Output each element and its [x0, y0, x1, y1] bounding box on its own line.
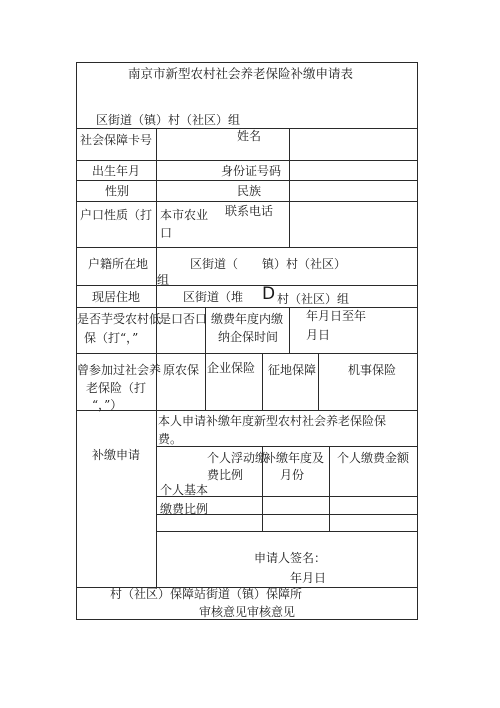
col-middle-a: [289, 128, 290, 247]
float-ratio-2: 费比例: [207, 468, 244, 482]
footer-line-2: 审核意见审核意见: [199, 605, 296, 619]
hukou-type-value-2: 口: [160, 226, 173, 240]
prior-opt-3: 征地保障: [268, 363, 317, 377]
amount-label: 个人缴费金额: [337, 451, 410, 465]
address-line: 区街道（镇）村（社区）组: [96, 113, 241, 127]
rule-lowincome: [76, 353, 418, 354]
col-middle-c: [289, 307, 290, 353]
rule-hukou-type: [76, 247, 418, 248]
lowincome-label-1: 是否芋受农村低: [77, 312, 162, 326]
hukou-loc-value-1: 区街道（: [190, 257, 239, 271]
float-ratio-1: 个人浮动缴: [207, 451, 268, 465]
sign-date: 年月日: [290, 571, 327, 585]
applicant-sign: 申请人签名：: [254, 551, 327, 565]
period-value-2: 月日: [306, 328, 331, 342]
col-label: [156, 128, 157, 587]
rule-card: [76, 160, 418, 161]
prior-opt-2: 企业保险: [207, 361, 256, 375]
form-title: 南京市新型农村社会养老保险补缴申请表: [128, 66, 354, 81]
col-prior-3: [318, 353, 319, 410]
rule-supp-cells-3: [156, 531, 418, 532]
period-value-1: 年月日至年: [306, 309, 367, 323]
name-label: 姓名: [237, 129, 262, 143]
prior-label-1: 曾参加过社会养: [77, 363, 162, 377]
id-label: 身份证号码: [221, 164, 282, 178]
rule-birth: [76, 180, 418, 181]
residence-mark: D: [262, 284, 276, 304]
prior-opt-4: 机事保险: [348, 363, 397, 377]
year-month-2: 月份: [280, 468, 305, 482]
year-month-1: 补缴年度及: [264, 451, 325, 465]
residence-value-1: 区街道（堆: [183, 290, 244, 304]
rule-residence: [76, 307, 418, 308]
rule-prior: [76, 410, 418, 411]
lowincome-value: 是口否口: [159, 312, 208, 326]
prior-label-2: 老保险（打: [86, 381, 147, 395]
enterprise-period-2: 纳企保时间: [218, 330, 279, 344]
hukou-type-label: 户口性质（打: [80, 208, 153, 222]
hukou-loc-value-2: 镇）村（社区）: [262, 257, 347, 271]
hukou-loc-value-3: 组: [157, 273, 170, 287]
rule-gender: [76, 201, 418, 202]
residence-value-2: 村（社区）组: [277, 292, 350, 306]
phone-label: 联系电话: [225, 204, 274, 218]
rule-hukou-loc: [76, 285, 418, 286]
hukou-type-value-1: 本市农业: [160, 208, 209, 222]
base-ratio-1: 个人基本: [160, 483, 209, 497]
col-prior-2: [262, 353, 263, 410]
lowincome-label-2: 保（打“，”: [84, 331, 139, 345]
col-prior-1: [205, 353, 206, 410]
base-ratio-2: 缴费比例: [160, 502, 209, 516]
footer-line-1: 村（社区）保障站街道（镇）保障所: [110, 587, 303, 601]
prior-label-3: “，”）: [92, 398, 123, 412]
supp-text-2: 费。: [158, 432, 183, 446]
enterprise-period-1: 缴费年度内缴: [211, 312, 284, 326]
supp-text-1: 本人申请补缴年度新型农村社会养老保险保: [158, 414, 387, 428]
prior-opt-1: 原农保: [163, 363, 200, 377]
gender-label: 性别: [105, 184, 130, 198]
col-supp-2: [329, 446, 330, 531]
ethnicity-label: 民族: [237, 184, 262, 198]
birth-label: 出生年月: [92, 164, 141, 178]
rule-supp-intro: [156, 446, 418, 447]
ss-card-label: 社会保障卡号: [80, 133, 153, 147]
supp-label: 补缴申请: [92, 448, 141, 462]
hukou-loc-label: 户籍所在地: [88, 257, 149, 271]
residence-label: 现居住地: [92, 290, 141, 304]
